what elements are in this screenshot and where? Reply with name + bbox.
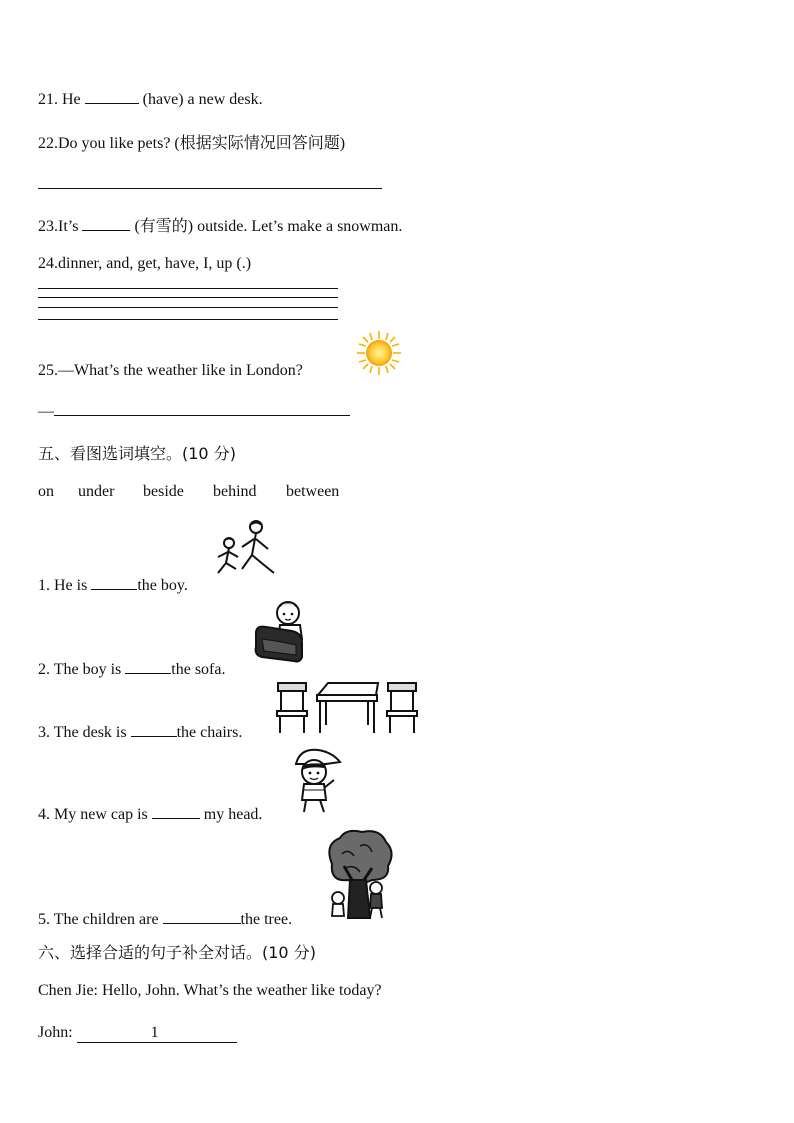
word-option: under xyxy=(78,483,115,500)
answer-blank-23[interactable] xyxy=(82,215,130,231)
answer-25: — xyxy=(38,400,350,421)
picture-item-1: 1. He is the boy. xyxy=(38,574,188,595)
section-5-title: 五、看图选词填空。(10 分) xyxy=(38,444,236,463)
dialogue-line-2: John: 1 xyxy=(38,1024,237,1043)
children-behind-tree-image xyxy=(324,828,396,922)
man-chasing-boy-image xyxy=(212,517,282,587)
picture-item-2: 2. The boy is the sofa. xyxy=(38,658,225,679)
answer-line-22[interactable] xyxy=(38,188,382,189)
word-option: behind xyxy=(213,483,257,500)
writing-line-1[interactable] xyxy=(38,288,338,289)
writing-line-3[interactable] xyxy=(38,307,338,308)
picture-item-4: 4. My new cap is my head. xyxy=(38,803,262,824)
boy-with-cap-image xyxy=(290,746,342,816)
answer-blank-p5[interactable] xyxy=(163,908,241,924)
question-21: 21. He (have) a new desk. xyxy=(38,88,263,109)
question-25: 25.—What’s the weather like in London? xyxy=(38,362,303,379)
section-6-title: 六、选择合适的句子补全对话。(10 分) xyxy=(38,943,316,962)
desk-between-chairs-image xyxy=(274,681,420,735)
answer-blank-p2[interactable] xyxy=(125,658,171,674)
answer-blank-p4[interactable] xyxy=(152,803,200,819)
picture-item-5: 5. The children are the tree. xyxy=(38,908,292,929)
word-bank xyxy=(38,483,339,501)
word-option: on xyxy=(38,483,54,500)
picture-item-3: 3. The desk is the chairs. xyxy=(38,721,242,742)
word-option: between xyxy=(286,483,340,500)
answer-blank-25[interactable] xyxy=(54,400,350,416)
answer-blank-21[interactable] xyxy=(85,88,139,104)
answer-blank-p1[interactable] xyxy=(91,574,137,590)
sun-icon xyxy=(356,330,402,376)
question-24: 24.dinner, and, get, have, I, up (.) xyxy=(38,255,252,272)
question-22: 22.Do you like pets? (根据实际情况回答问题) xyxy=(38,135,346,152)
writing-line-4[interactable] xyxy=(38,319,338,320)
boy-behind-sofa-image xyxy=(252,599,308,667)
word-option: beside xyxy=(143,483,184,500)
question-23: 23.It’s (有雪的) outside. Let’s make a snowman. xyxy=(38,213,402,236)
answer-blank-d1[interactable]: 1 xyxy=(77,1024,237,1043)
dialogue-line-1: Chen Jie: Hello, John. What’s the weather like today? xyxy=(38,982,382,999)
answer-blank-p3[interactable] xyxy=(131,721,177,737)
writing-line-2[interactable] xyxy=(38,297,338,298)
